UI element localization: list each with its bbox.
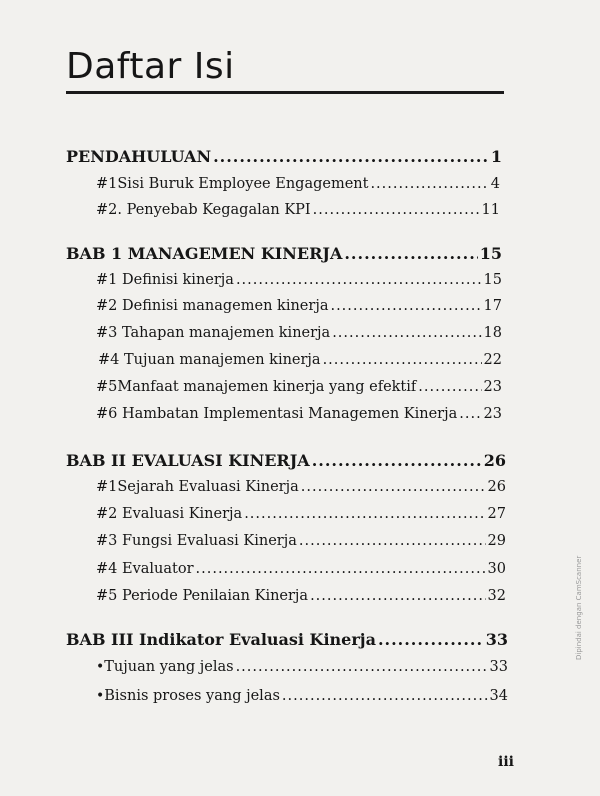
toc-heading-page: 15 (479, 244, 502, 263)
dot-leader (310, 588, 485, 604)
dot-leader (299, 533, 486, 549)
toc-item-page: 30 (487, 561, 506, 577)
dot-leader (370, 176, 488, 192)
toc-item (96, 588, 506, 604)
toc-heading-label: PENDAHULUAN (66, 147, 212, 166)
dot-leader (323, 352, 482, 368)
toc-item-label: #2 Evaluasi Kinerja (96, 506, 243, 522)
toc-item-page: 15 (483, 272, 502, 288)
toc-heading-page: 33 (485, 630, 508, 649)
toc-item-page: 18 (483, 325, 502, 341)
toc-heading (66, 630, 508, 649)
toc-item-page: 33 (489, 659, 508, 675)
bullet-icon: • (96, 688, 105, 704)
toc-item-page: 17 (483, 298, 502, 314)
dot-leader (459, 406, 481, 422)
dot-leader (313, 202, 480, 218)
toc-item (96, 176, 500, 192)
toc-item-page: 34 (489, 688, 508, 704)
toc-item-label: Tujuan yang jelas (104, 659, 234, 675)
toc-item (96, 688, 508, 704)
toc-item (96, 298, 502, 314)
toc-item (96, 506, 506, 522)
toc-item-label: #2 Definisi managemen kinerja (96, 298, 329, 314)
toc-item-page: 23 (483, 406, 502, 422)
toc-item (96, 533, 506, 549)
dot-leader (301, 479, 486, 495)
toc-heading-label: BAB II EVALUASI KINERJA (66, 451, 310, 470)
toc-heading-label: BAB III Indikator Evaluasi Kinerja (66, 630, 376, 649)
toc-item (96, 202, 500, 218)
toc-item-page: 4 (490, 176, 500, 192)
dot-leader (344, 244, 477, 263)
toc-item (98, 352, 502, 368)
toc-heading (66, 244, 502, 263)
toc-heading (66, 147, 502, 166)
toc-item-page: 32 (487, 588, 506, 604)
toc-item (96, 406, 502, 422)
toc-heading-page: 1 (490, 147, 502, 166)
toc-item (96, 479, 506, 495)
dot-leader (332, 325, 481, 341)
toc-item (96, 561, 506, 577)
title-underline (66, 91, 504, 94)
toc-item-label: #1 Definisi kinerja (96, 272, 234, 288)
toc-item (96, 325, 502, 341)
toc-heading-page: 26 (483, 451, 506, 470)
page-title: Daftar Isi (66, 46, 235, 87)
dot-leader (244, 506, 485, 522)
toc-item-page: 27 (487, 506, 506, 522)
toc-item-label: #5 Periode Penilaian Kinerja (96, 588, 309, 604)
toc-item-label: #4 Evaluator (96, 561, 194, 577)
toc-item-page: 29 (487, 533, 506, 549)
toc-item-page: 11 (481, 202, 500, 218)
toc-item-label: #3 Fungsi Evaluasi Kinerja (96, 533, 297, 549)
toc-item-label: #3 Tahapan manajemen kinerja (96, 325, 331, 341)
dot-leader (213, 147, 489, 166)
dot-leader (236, 272, 482, 288)
page-number: iii (498, 754, 514, 770)
dot-leader (378, 630, 484, 649)
toc-item-label: #5Manfaat manajemen kinerja yang efektif (96, 379, 417, 395)
toc-item-label: #2. Penyebab Kegagalan KPI (96, 202, 311, 218)
toc-item (96, 272, 502, 288)
dot-leader (236, 659, 488, 675)
toc-item (96, 659, 508, 675)
dot-leader (330, 298, 481, 314)
toc-item-label: #6 Hambatan Implementasi Managemen Kinerja (96, 406, 458, 422)
toc-heading (66, 451, 506, 470)
dot-leader (418, 379, 481, 395)
scanner-watermark: Dipindai dengan CamScanner (575, 555, 583, 660)
toc-item-label: #4 Tujuan manajemen kinerja (98, 352, 321, 368)
toc-item-label: #1Sisi Buruk Employee Engagement (96, 176, 369, 192)
toc-item-page: 23 (483, 379, 502, 395)
toc-item-page: 22 (483, 352, 502, 368)
dot-leader (196, 561, 486, 577)
toc-item-label: Bisnis proses yang jelas (104, 688, 280, 704)
toc-item-label: #1Sejarah Evaluasi Kinerja (96, 479, 299, 495)
dot-leader (282, 688, 488, 704)
dot-leader (312, 451, 482, 470)
toc-item-page: 26 (487, 479, 506, 495)
bullet-icon: • (96, 659, 105, 675)
toc-item (96, 379, 502, 395)
toc-heading-label: BAB 1 MANAGEMEN KINERJA (66, 244, 343, 263)
